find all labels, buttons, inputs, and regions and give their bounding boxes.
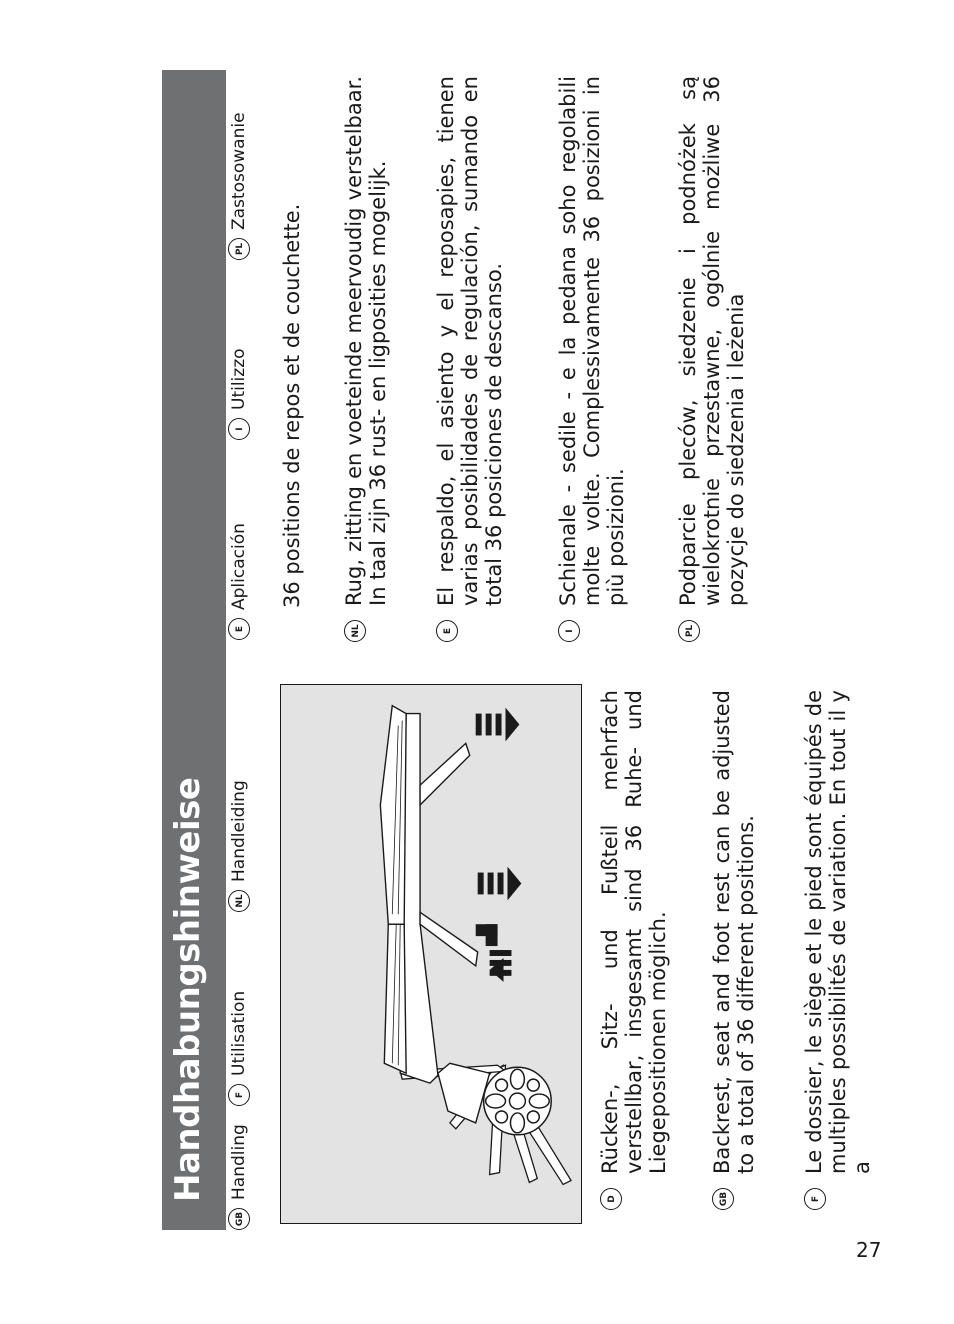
paragraph-i-text: Schienale - sedile - e la pedana soho regolabili molte volte. Complessivamente 36 posizioni in più posizioni. bbox=[556, 76, 628, 606]
lang-badge-d: D bbox=[600, 1188, 622, 1210]
title-bar bbox=[162, 70, 226, 1230]
paragraph-gb-text: Backrest, seat and foot rest can be adjusted to a total of 36 different positions. bbox=[710, 690, 758, 1174]
arrow-up-icon-2 bbox=[476, 708, 520, 742]
paragraph-gb bbox=[710, 690, 758, 1210]
rear-leg bbox=[438, 1063, 490, 1123]
page-number: 27 bbox=[856, 1238, 882, 1262]
lang-label-i: Utilizzo bbox=[229, 348, 249, 410]
paragraph-d-text: Rücken-, Sitz- und Fußteil mehrfach verstellbar, insgesamt sind 36 Ruhe- und Liegepositionen möglich. bbox=[598, 690, 670, 1174]
lang-label-e: Aplicación bbox=[229, 523, 249, 610]
lang-item-pl bbox=[228, 112, 250, 260]
lang-label-pl: Zastosowanie bbox=[229, 112, 249, 230]
lang-badge-pl-para: PL bbox=[678, 620, 700, 642]
adjustment-arrows bbox=[476, 708, 522, 982]
lang-badge-e: E bbox=[228, 618, 250, 640]
paragraph-d bbox=[598, 690, 670, 1210]
lang-badge-pl: PL bbox=[228, 238, 250, 260]
lang-label-gb: Handling bbox=[229, 1124, 249, 1200]
paragraph-e-text: El respaldo, el asiento y el reposapies, tienen varias posibilidades de regulación, sumando en total 36 posiciones de descanso. bbox=[434, 76, 506, 606]
page-title: Handhabungshinweise bbox=[168, 777, 208, 1202]
arrow-left-icon bbox=[476, 924, 512, 982]
lang-label-f: Utilisation bbox=[229, 990, 249, 1076]
lang-item-i bbox=[228, 348, 250, 440]
lang-badge-e-para: E bbox=[436, 620, 458, 642]
middle-leg bbox=[420, 912, 478, 966]
paragraph-e bbox=[434, 76, 506, 642]
lang-label-nl: Handleiding bbox=[229, 780, 249, 882]
sun-lounger-illustration bbox=[280, 684, 582, 1224]
lounger-drawing bbox=[281, 685, 581, 1223]
lang-badge-f: F bbox=[228, 1084, 250, 1106]
paragraph-nl-text: Rug, zitting en voeteinde meervoudig verstelbaar. In taal zijn 36 rust- en ligposities mogelijk. bbox=[342, 76, 390, 606]
paragraph-nl bbox=[342, 76, 390, 642]
paragraph-f bbox=[802, 690, 874, 1210]
lang-badge-f-para: F bbox=[804, 1188, 826, 1210]
rotated-page-content bbox=[162, 70, 874, 1230]
lang-item-e bbox=[228, 523, 250, 640]
lang-badge-nl: NL bbox=[228, 890, 250, 912]
lang-badge-i-para: I bbox=[558, 620, 580, 642]
paragraph-f-text: Le dossier, le siège et le pied sont équipés de multiples possibilités de variation. En tout il y a bbox=[802, 690, 874, 1174]
lang-item-nl bbox=[228, 780, 250, 912]
paragraph-f-continued: 36 positions de repos et de couchette. bbox=[280, 203, 304, 608]
front-leg bbox=[420, 743, 470, 805]
language-row bbox=[228, 70, 256, 1230]
lang-badge-i: I bbox=[228, 418, 250, 440]
paragraph-pl-text: Podparcie pleców, siedzenie i podnóżek są wielokrotnie przestawne, ogólnie możliwe 36 pozycje do siedzenia i leżenia bbox=[676, 76, 748, 606]
lang-item-gb bbox=[228, 1124, 250, 1230]
paragraph-i bbox=[556, 76, 628, 642]
lang-badge-gb: GB bbox=[228, 1208, 250, 1230]
lang-badge-nl-para: NL bbox=[344, 620, 366, 642]
arrow-up-icon-1 bbox=[478, 867, 522, 901]
paragraph-pl bbox=[676, 76, 748, 642]
lang-badge-gb-para: GB bbox=[712, 1188, 734, 1210]
lang-item-f bbox=[228, 991, 250, 1106]
wheel-icon bbox=[484, 1067, 552, 1135]
